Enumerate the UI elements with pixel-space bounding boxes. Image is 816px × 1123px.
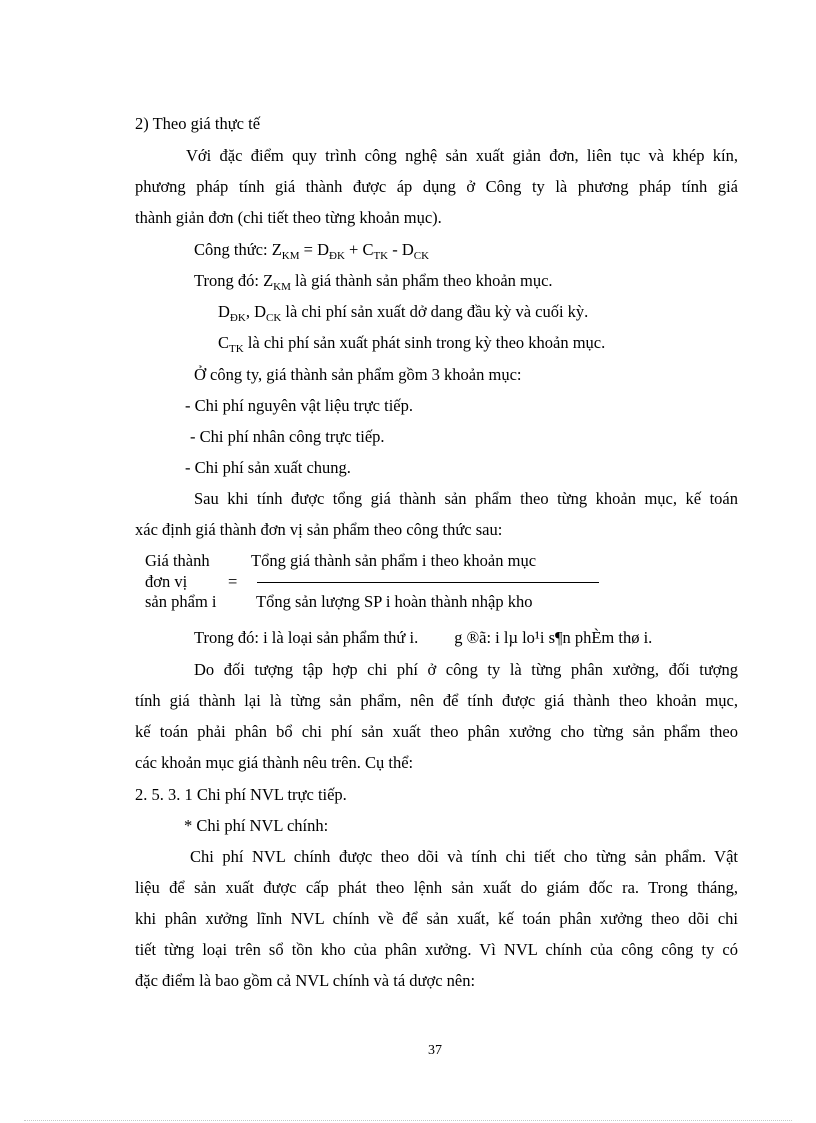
page-bottom-divider	[24, 1120, 792, 1121]
where-line-3: $C_{TK}$ là chi phí sản xuất phát sinh trong kỳ theo khoản mục.	[218, 333, 606, 355]
where-line-2: $D_{ĐK}$, $D_{CK}$ là chi phí sản xuất dở dang đầu kỳ và cuối kỳ.	[218, 302, 589, 324]
where-line-1: Trong đó: $Z_{KM}$ là giá thành sản phẩm theo khoản mục.	[194, 271, 553, 293]
sub-item: * Chi phí NVL chính:	[184, 816, 329, 835]
after-line-2: xác định giá thành đơn vị sản phẩm theo công thức sau:	[135, 520, 503, 539]
page-number: 37	[428, 1043, 442, 1058]
final-line-1: Chi phí NVL chính được theo dõi và tính chi tiết cho từng sản phẩm. Vật	[190, 847, 738, 866]
list-item: - Chi phí sản xuất chung.	[185, 458, 351, 477]
fraction-bar	[257, 582, 599, 583]
final-line-2: liệu để sản xuất được cấp phát theo lệnh sản xuất do giám đốc ra. Trong tháng,	[135, 878, 738, 897]
para-line-4: các khoản mục giá thành nêu trên. Cụ thể:	[135, 753, 414, 772]
fraction-left-1: Giá thành	[145, 551, 210, 570]
final-line-3: khi phân xưởng lĩnh NVL chính về để sản xuất, kế toán phân xưởng theo dõi chi	[135, 909, 738, 928]
intro-line-1: Với đặc điểm quy trình công nghệ sản xuất giản đơn, liên tục và khép kín,	[186, 146, 738, 165]
intro-line-2: phương pháp tính giá thành được áp dụng ở Công ty là phương pháp tính giá	[135, 177, 738, 196]
garbled-text: g ®ã: i lµ lo¹i s¶n phÈm thø i.	[454, 628, 653, 647]
fraction-equals: =	[228, 572, 238, 591]
list-item: - Chi phí nhân công trực tiếp.	[190, 427, 385, 446]
fraction-left-2: đơn vị	[145, 572, 188, 591]
company-items-intro: Ở công ty, giá thành sản phẩm gồm 3 khoản mục:	[194, 365, 522, 384]
intro-line-3: thành giản đơn (chi tiết theo từng khoản mục).	[135, 208, 442, 227]
list-item: - Chi phí nguyên vật liệu trực tiếp.	[185, 396, 413, 415]
after-line-1: Sau khi tính được tổng giá thành sản phẩm theo từng khoản mục, kế toán	[194, 489, 738, 508]
para-line-3: kế toán phải phân bổ chi phí sản xuất theo phân xưởng cho từng sản phẩm theo	[135, 722, 738, 741]
where-line-4: Trong đó: i là loại sản phẩm thứ i. g ®ã: i lµ lo¹i s¶n phÈm thø i.	[194, 628, 653, 647]
final-line-4: tiết từng loại trên sổ tồn kho của phân xưởng. Vì NVL chính của công công ty có	[135, 940, 738, 959]
para-line-1: Do đối tượng tập hợp chi phí ở công ty là từng phân xưởng, đối tượng	[194, 660, 738, 679]
subsection-heading: 2. 5. 3. 1 Chi phí NVL trực tiếp.	[135, 785, 347, 804]
final-line-5: đặc điểm là bao gồm cả NVL chính và tá dược nên:	[135, 971, 476, 990]
formula-line: Công thức: $Z_{KM} = D_{ĐK} + C_{TK} - D_{CK}$	[194, 240, 430, 262]
fraction-numerator: Tổng giá thành sản phẩm i theo khoản mục	[251, 551, 537, 570]
section-heading: 2) Theo giá thực tế	[135, 114, 261, 133]
fraction-denominator: Tổng sản lượng SP i hoàn thành nhập kho	[256, 592, 533, 611]
fraction-left-3: sản phẩm i	[145, 592, 217, 611]
para-line-2: tính giá thành lại là từng sản phẩm, nên để tính được giá thành theo khoản mục,	[135, 691, 738, 710]
